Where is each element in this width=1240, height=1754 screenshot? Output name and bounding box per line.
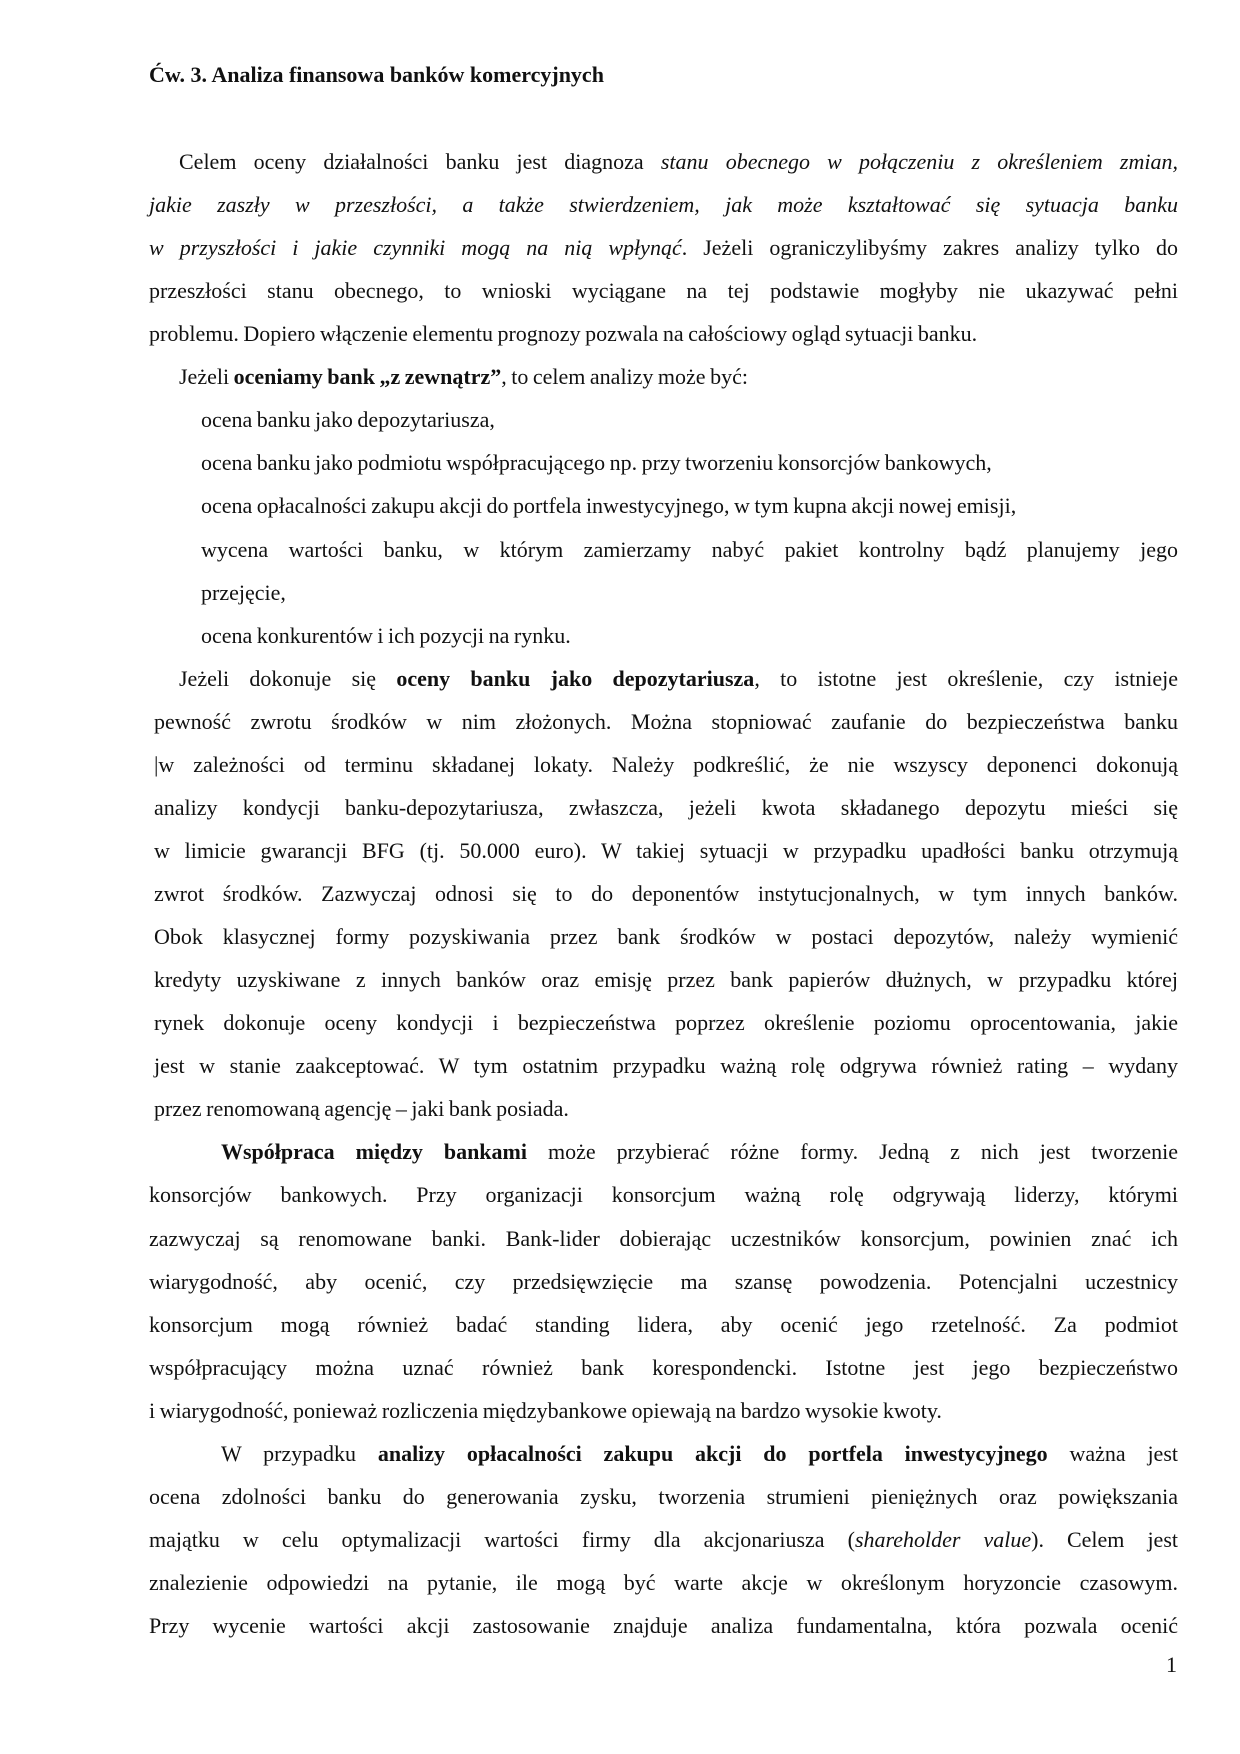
text-segment: współpracujący można uznać również bank korespondencki. Istotne jest jego bezpieczeństwo bbox=[149, 1354, 1178, 1380]
text-segment: i wiarygodność, ponieważ rozliczenia międzybankowe opiewają na bardzo wysokie kwoty. bbox=[149, 1397, 942, 1423]
text-segment: wiarygodność, aby ocenić, czy przedsięwzięcie ma szansę powodzenia. Potencjalni uczestnicy bbox=[149, 1268, 1178, 1294]
text-line bbox=[154, 795, 1178, 821]
text-segment: majątku w celu optymalizacji wartości firmy dla akcjonariusza ( bbox=[149, 1526, 855, 1552]
text-segment: ocena banku jako podmiotu współpracującego np. przy tworzeniu konsorcjów bankowych, bbox=[201, 450, 992, 476]
text-segment: pewność zwrotu środków w nim złożonych. Można stopniować zaufanie do bezpieczeństwa banku bbox=[154, 708, 1178, 734]
text-segment: ocena konkurentów i ich pozycji na rynku. bbox=[201, 622, 571, 648]
text-segment: wycena wartości banku, w którym zamierzamy nabyć pakiet kontrolny bądź planujemy jego bbox=[201, 536, 1178, 562]
text-segment: zwrot środków. Zazwyczaj odnosi się to do deponentów instytucjonalnych, w tym innych banków. bbox=[154, 881, 1178, 907]
text-segment: . Jeżeli ograniczylibyśmy zakres analizy tylko do bbox=[681, 235, 1178, 261]
text-line bbox=[149, 1484, 1178, 1510]
bold-text: oceniamy bank „z zewnątrz” bbox=[233, 364, 502, 390]
text-line bbox=[201, 407, 1178, 433]
text-segment: zazwyczaj są renomowane banki. Bank-lider dobierając uczestników konsorcjum, powinien znać ich bbox=[149, 1225, 1178, 1251]
text-segment: przeszłości stanu obecnego, to wnioski wyciągane na tej podstawie mogłyby nie ukazywać pełni bbox=[149, 278, 1178, 304]
text-segment: może przybierać różne formy. Jedną z nich jest tworzenie bbox=[527, 1139, 1179, 1165]
text-segment: ważna jest bbox=[1047, 1440, 1178, 1466]
text-segment: ocena opłacalności zakupu akcji do portfela inwestycyjnego, w tym kupna akcji nowej emisji, bbox=[201, 493, 1017, 519]
text-segment: , to istotne jest określenie, czy istnieje bbox=[754, 665, 1178, 691]
text-line bbox=[201, 450, 1178, 476]
text-segment: jest w stanie zaakceptować. W tym ostatnim przypadku ważną rolę odgrywa również rating – wydany bbox=[154, 1053, 1178, 1079]
bold-text: analizy opłacalności zakupu akcji do portfela inwestycyjnego bbox=[377, 1440, 1048, 1466]
text-segment: przejęcie, bbox=[201, 579, 286, 605]
text-line bbox=[179, 666, 1178, 692]
text-segment: analizy kondycji banku-depozytariusza, zwłaszcza, jeżeli kwota składanego depozytu mieści się bbox=[154, 794, 1178, 820]
text-line bbox=[154, 838, 1178, 864]
text-segment: Obok klasycznej formy pozyskiwania przez bank środków w postaci depozytów, należy wymienić bbox=[154, 924, 1178, 950]
text-segment: problemu. Dopiero włączenie elementu prognozy pozwala na całościowy ogląd sytuacji banku. bbox=[149, 321, 978, 347]
text-segment: w limicie gwarancji BFG (tj. 50.000 euro). W takiej sytuacji w przypadku upadłości banku otrzymują bbox=[154, 837, 1178, 863]
text-line bbox=[221, 1441, 1178, 1467]
text-segment: rynek dokonuje oceny kondycji i bezpieczeństwa poprzez określenie poziomu oprocentowania, jakie bbox=[154, 1010, 1178, 1036]
text-line bbox=[149, 1355, 1178, 1381]
text-segment: ocena zdolności banku do generowania zysku, tworzenia strumieni pieniężnych oraz powiększania bbox=[149, 1483, 1178, 1509]
text-line bbox=[149, 1269, 1178, 1295]
italic-text: w przyszłości i jakie czynniki mogą na nią wpłynąć bbox=[149, 235, 682, 261]
text-line bbox=[154, 924, 1178, 950]
text-line bbox=[154, 752, 1178, 778]
text-line bbox=[149, 1226, 1178, 1252]
text-line bbox=[201, 580, 1178, 606]
bold-text: Współpraca między bankami bbox=[221, 1139, 527, 1165]
text-line bbox=[154, 1053, 1178, 1079]
text-line bbox=[149, 235, 1178, 261]
text-line bbox=[149, 1182, 1178, 1208]
text-line bbox=[149, 1570, 1178, 1596]
text-line bbox=[154, 881, 1178, 907]
text-line bbox=[149, 321, 1178, 347]
text-segment: ). Celem jest bbox=[1031, 1526, 1178, 1552]
italic-text: shareholder value bbox=[854, 1526, 1032, 1552]
text-segment: przez renomowaną agencję – jaki bank posiada. bbox=[154, 1096, 569, 1122]
text-line bbox=[221, 1139, 1178, 1165]
text-line bbox=[179, 149, 1178, 175]
text-line bbox=[149, 278, 1178, 304]
text-line bbox=[201, 623, 1178, 649]
text-segment: ocena banku jako depozytariusza, bbox=[201, 407, 495, 433]
text-segment: znalezienie odpowiedzi na pytanie, ile mogą być warte akcje w określonym horyzoncie czasowym. bbox=[149, 1569, 1178, 1595]
text-line bbox=[149, 1613, 1178, 1639]
text-line bbox=[149, 1312, 1178, 1338]
text-segment: Jeżeli bbox=[179, 364, 234, 390]
text-segment: konsorcjów bankowych. Przy organizacji konsorcjum ważną rolę odgrywają liderzy, którymi bbox=[149, 1182, 1178, 1208]
text-segment: kredyty uzyskiwane z innych banków oraz emisję przez bank papierów dłużnych, w przypadku której bbox=[154, 967, 1178, 993]
text-line bbox=[149, 1398, 1178, 1424]
text-segment: , to celem analizy może być: bbox=[501, 364, 748, 390]
text-line bbox=[154, 967, 1178, 993]
text-segment: konsorcjum mogą również badać standing lidera, aby ocenić jego rzetelność. Za podmiot bbox=[149, 1311, 1178, 1337]
text-segment: Przy wycenie wartości akcji zastosowanie znajduje analiza fundamentalna, która pozwala ocenić bbox=[149, 1613, 1178, 1639]
text-line bbox=[179, 364, 1178, 390]
italic-text: stanu obecnego w połączeniu z określeniem zmian, bbox=[660, 149, 1178, 174]
text-line bbox=[154, 1096, 1178, 1122]
page-number: 1 bbox=[1166, 1652, 1177, 1677]
text-line bbox=[149, 192, 1178, 218]
document-title: Ćw. 3. Analiza finansowa banków komercyjnych bbox=[149, 62, 604, 87]
text-segment: Jeżeli dokonuje się bbox=[179, 665, 397, 691]
text-segment: W przypadku bbox=[221, 1440, 378, 1466]
text-line bbox=[154, 709, 1178, 735]
text-line bbox=[154, 1010, 1178, 1036]
italic-text: jakie zaszły w przeszłości, a także stwierdzeniem, jak może kształtować się sytuacja banku bbox=[149, 192, 1178, 218]
text-line bbox=[149, 1527, 1178, 1553]
text-line bbox=[201, 537, 1178, 563]
text-segment: |w zależności od terminu składanej lokaty. Należy podkreślić, że nie wszyscy deponenci dokonują bbox=[154, 751, 1178, 777]
text-line bbox=[201, 493, 1178, 519]
text-segment: Celem oceny działalności banku jest diagnoza bbox=[179, 149, 661, 174]
bold-text: oceny banku jako depozytariusza bbox=[396, 665, 755, 691]
